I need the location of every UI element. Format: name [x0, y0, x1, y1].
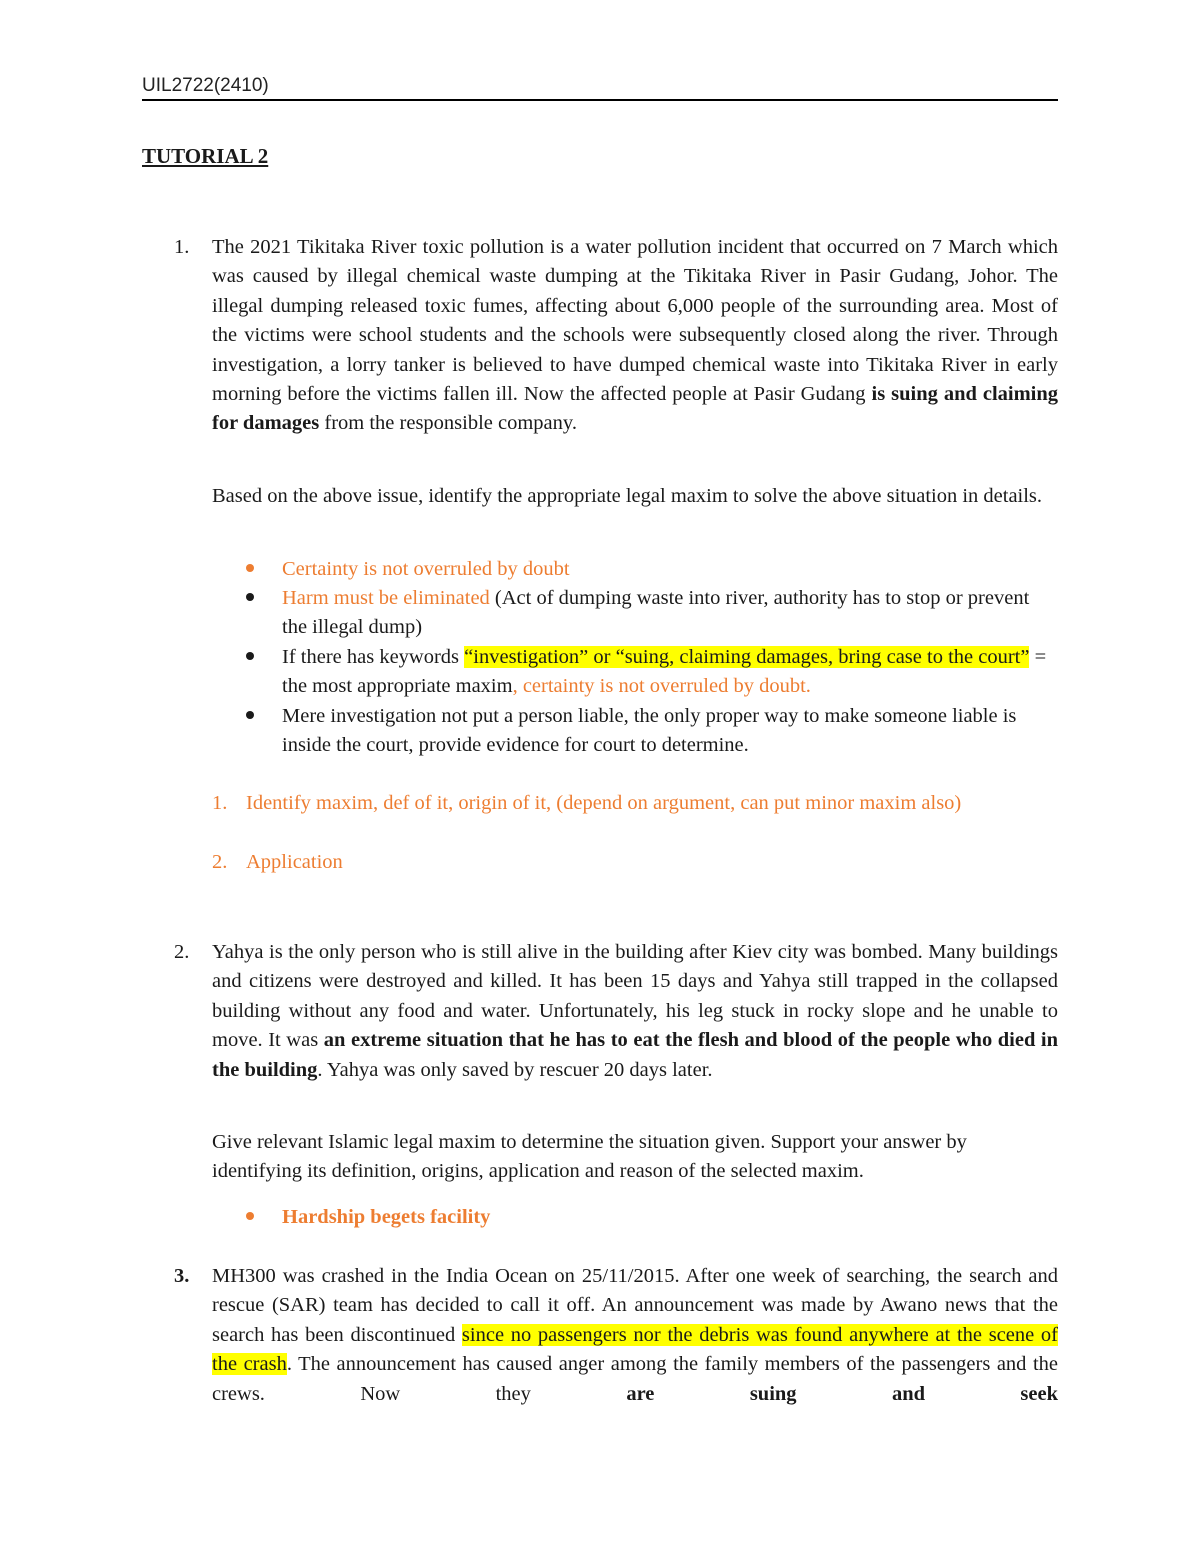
q3-paragraph [212, 1262, 1058, 1409]
q2-question: Give relevant Islamic legal maxim to determine the situation given. Support your answer by identifying its definition, origins, application and reason of the selected maxim. [212, 1131, 967, 1183]
q1-bullet-3-maxim: , certainty is not overruled by doubt. [512, 675, 811, 698]
q1-question: Based on the above issue, identify the appropriate legal maxim to solve the above situation in details. [212, 485, 1043, 507]
q2-answer-text: Hardship begets facility [282, 1206, 491, 1228]
q1-bullet-1-marker [246, 556, 254, 577]
q2-text-b: . Yahya was only saved by rescuer 20 days later. [317, 1058, 713, 1081]
q2-text-bold: an extreme situation that he has to eat the flesh and blood of the people who died in the building [212, 1029, 1059, 1081]
q3-number-text: 3. [174, 1265, 190, 1287]
q1-bullet-3 [282, 643, 1058, 702]
q2-answer [282, 1203, 1058, 1232]
q1-bullet-3-marker [246, 644, 254, 665]
q1-text-a: The 2021 Tikitaka River toxic pollution is a water pollution incident that occurred on 7 March which was caused by illegal chemical waste dumping at the Tikitaka River in Pasir Gudang, Johor. The illegal dumping released toxic fumes, affecting about 6,000 people of the surrounding area. Most of the victims were school students and the schools were subsequently closed along the river. Through investigation, a lorry tanker is believed to have dumped chemical waste into Tikitaka River in early morning before the victims fallen ill. Now the affected people at Pasir Gudang [212, 236, 1058, 406]
q1-note-2-number: 2. [212, 851, 228, 873]
q1-note-1: Identify maxim, def of it, origin of it, (depend on argument, can put minor maxim also) [246, 792, 962, 814]
header-divider [142, 99, 1058, 101]
q1-bullet-2 [282, 584, 1058, 643]
q1-paragraph [212, 233, 1058, 439]
q1-bullet-4: Mere investigation not put a person liable, the only proper way to make someone liable is inside the court, provide evidence for court to determine. [282, 705, 1017, 757]
q1-bullet-4-marker [246, 703, 254, 724]
q3-text-highlight: since no passengers nor the debris was found anywhere at the scene of the crash [212, 1323, 1058, 1376]
q1-bullet-1: Certainty is not overruled by doubt [282, 558, 570, 580]
q1-number: 1. [174, 236, 190, 258]
q1-text-bold: is suing and claiming for damages [212, 383, 1059, 435]
page-title: TUTORIAL 2 [142, 144, 269, 168]
q1-bullet-3-a: If there has keywords [282, 646, 465, 668]
q3-number [174, 1262, 189, 1291]
q1-bullet-3-highlight: “investigation” or “suing, claiming damages, bring case to the court” [464, 646, 1030, 668]
q3-text-bold: are suing and seek [626, 1382, 1058, 1405]
course-code-header: UIL2722(2410) [142, 75, 269, 96]
q3-text-b: . The announcement has caused anger among the family members of the passengers and the crews. Now they [212, 1353, 1059, 1405]
q2-text-a: Yahya is the only person who is still alive in the building after Kiev city was bombed. Many buildings and citizens were destroyed and killed. It has been 15 days and Yahya still trapped in the collapsed building without any food and water. Unfortunately, his leg stuck in rocky slope and he unable to move. It was [212, 941, 1058, 1052]
q1-bullet-2-maxim: Harm must be eliminated [282, 587, 490, 609]
q3-text-a: MH300 was crashed in the India Ocean on 25/11/2015. After one week of searching, the search and rescue (SAR) team has decided to call it off. An announcement was made by Awano news that the search has been discontinued [212, 1265, 1058, 1346]
q1-note-2: Application [246, 851, 343, 873]
q2-paragraph [212, 938, 1058, 1085]
q2-answer-marker [246, 1204, 254, 1225]
q1-bullet-2-rest: (Act of dumping waste into river, authority has to stop or prevent the illegal dump) [282, 587, 1030, 639]
q1-bullet-2-marker [246, 585, 254, 606]
q2-number: 2. [174, 941, 190, 963]
q1-bullet-3-b: = the most appropriate maxim [282, 646, 1047, 698]
q1-note-1-number: 1. [212, 792, 228, 814]
q1-text-b: from the responsible company. [319, 412, 577, 435]
